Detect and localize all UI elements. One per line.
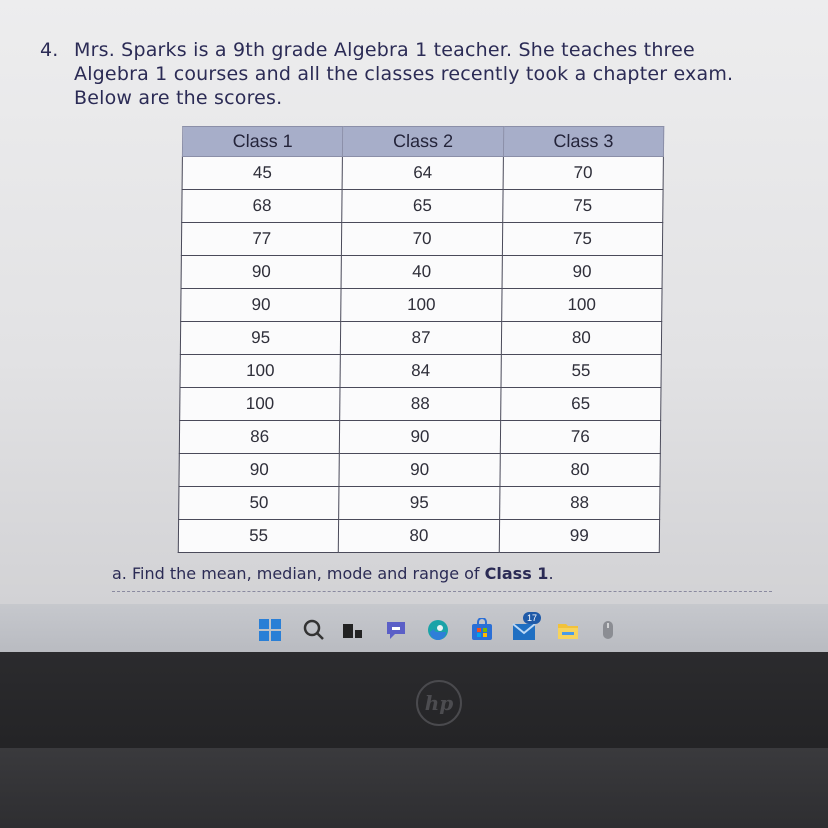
header-class-1: Class 1 bbox=[182, 127, 343, 157]
microsoft-store-icon[interactable] bbox=[470, 618, 494, 642]
taskbar bbox=[0, 604, 828, 652]
table-cell: 50 bbox=[179, 487, 340, 520]
search-icon[interactable] bbox=[302, 618, 326, 642]
header-class-3: Class 3 bbox=[503, 127, 664, 157]
table-cell: 90 bbox=[181, 256, 342, 289]
table-cell: 45 bbox=[182, 157, 343, 190]
answer-divider bbox=[112, 591, 772, 592]
table-cell: 68 bbox=[182, 190, 343, 223]
table-cell: 87 bbox=[341, 322, 502, 355]
edge-browser-icon[interactable] bbox=[426, 618, 450, 642]
table-row bbox=[179, 454, 660, 487]
table-cell: 100 bbox=[501, 289, 662, 322]
question-number: 4. bbox=[40, 39, 59, 61]
sub-question-a: a. Find the mean, median, mode and range of Class 1. bbox=[112, 564, 554, 583]
task-view-icon[interactable] bbox=[340, 618, 364, 642]
table-cell: 90 bbox=[340, 421, 501, 454]
table-row bbox=[179, 487, 660, 520]
scores-table bbox=[178, 126, 664, 553]
table-row bbox=[181, 289, 662, 322]
table-cell: 90 bbox=[181, 289, 342, 322]
table-cell: 80 bbox=[339, 520, 500, 553]
question-line-2: Algebra 1 courses and all the classes recently took a chapter exam. bbox=[74, 63, 734, 85]
table-cell: 88 bbox=[499, 487, 660, 520]
question-line-3: Below are the scores. bbox=[74, 87, 283, 109]
table-cell: 55 bbox=[178, 520, 339, 553]
table-row bbox=[182, 157, 663, 190]
mouse-icon[interactable] bbox=[596, 618, 620, 642]
table-cell: 99 bbox=[499, 520, 660, 553]
table-row bbox=[181, 256, 662, 289]
table-cell: 65 bbox=[500, 388, 661, 421]
table-cell: 76 bbox=[500, 421, 661, 454]
table-cell: 90 bbox=[179, 454, 340, 487]
table-cell: 100 bbox=[341, 289, 502, 322]
table-row bbox=[178, 520, 659, 553]
file-explorer-icon[interactable] bbox=[556, 618, 580, 642]
windows-start-icon[interactable] bbox=[258, 618, 282, 642]
table-cell: 64 bbox=[342, 157, 503, 190]
hp-logo: hp bbox=[416, 680, 462, 726]
table-cell: 80 bbox=[501, 322, 662, 355]
table-cell: 84 bbox=[340, 355, 501, 388]
table-cell: 40 bbox=[341, 256, 502, 289]
table-row bbox=[180, 355, 661, 388]
table-cell: 75 bbox=[502, 190, 663, 223]
question-text bbox=[40, 38, 800, 110]
table-cell: 86 bbox=[179, 421, 340, 454]
table-row bbox=[181, 223, 662, 256]
table-cell: 90 bbox=[339, 454, 500, 487]
table-cell: 95 bbox=[339, 487, 500, 520]
table-cell: 77 bbox=[181, 223, 342, 256]
table-row bbox=[182, 190, 663, 223]
table-cell: 70 bbox=[503, 157, 664, 190]
laptop-base bbox=[0, 748, 828, 828]
table-cell: 100 bbox=[180, 388, 341, 421]
table-header-row bbox=[182, 127, 663, 157]
sub-question-emphasis: Class 1 bbox=[484, 564, 549, 583]
table-cell: 80 bbox=[500, 454, 661, 487]
table-cell: 95 bbox=[180, 322, 341, 355]
teams-chat-icon[interactable] bbox=[384, 618, 408, 642]
mail-icon[interactable] bbox=[512, 613, 538, 642]
table-cell: 75 bbox=[502, 223, 663, 256]
table-cell: 65 bbox=[342, 190, 503, 223]
table-cell: 88 bbox=[340, 388, 501, 421]
table-cell: 55 bbox=[501, 355, 662, 388]
table-cell: 90 bbox=[502, 256, 663, 289]
question-line-1: 4. Mrs. Sparks is a 9th grade Algebra 1 teacher. She teaches three bbox=[40, 39, 695, 61]
table-row bbox=[180, 388, 661, 421]
table-row bbox=[179, 421, 660, 454]
table-cell: 70 bbox=[342, 223, 503, 256]
header-class-2: Class 2 bbox=[343, 127, 504, 157]
mail-badge: 17 bbox=[523, 612, 541, 624]
table-cell: 100 bbox=[180, 355, 341, 388]
table-row bbox=[180, 322, 661, 355]
